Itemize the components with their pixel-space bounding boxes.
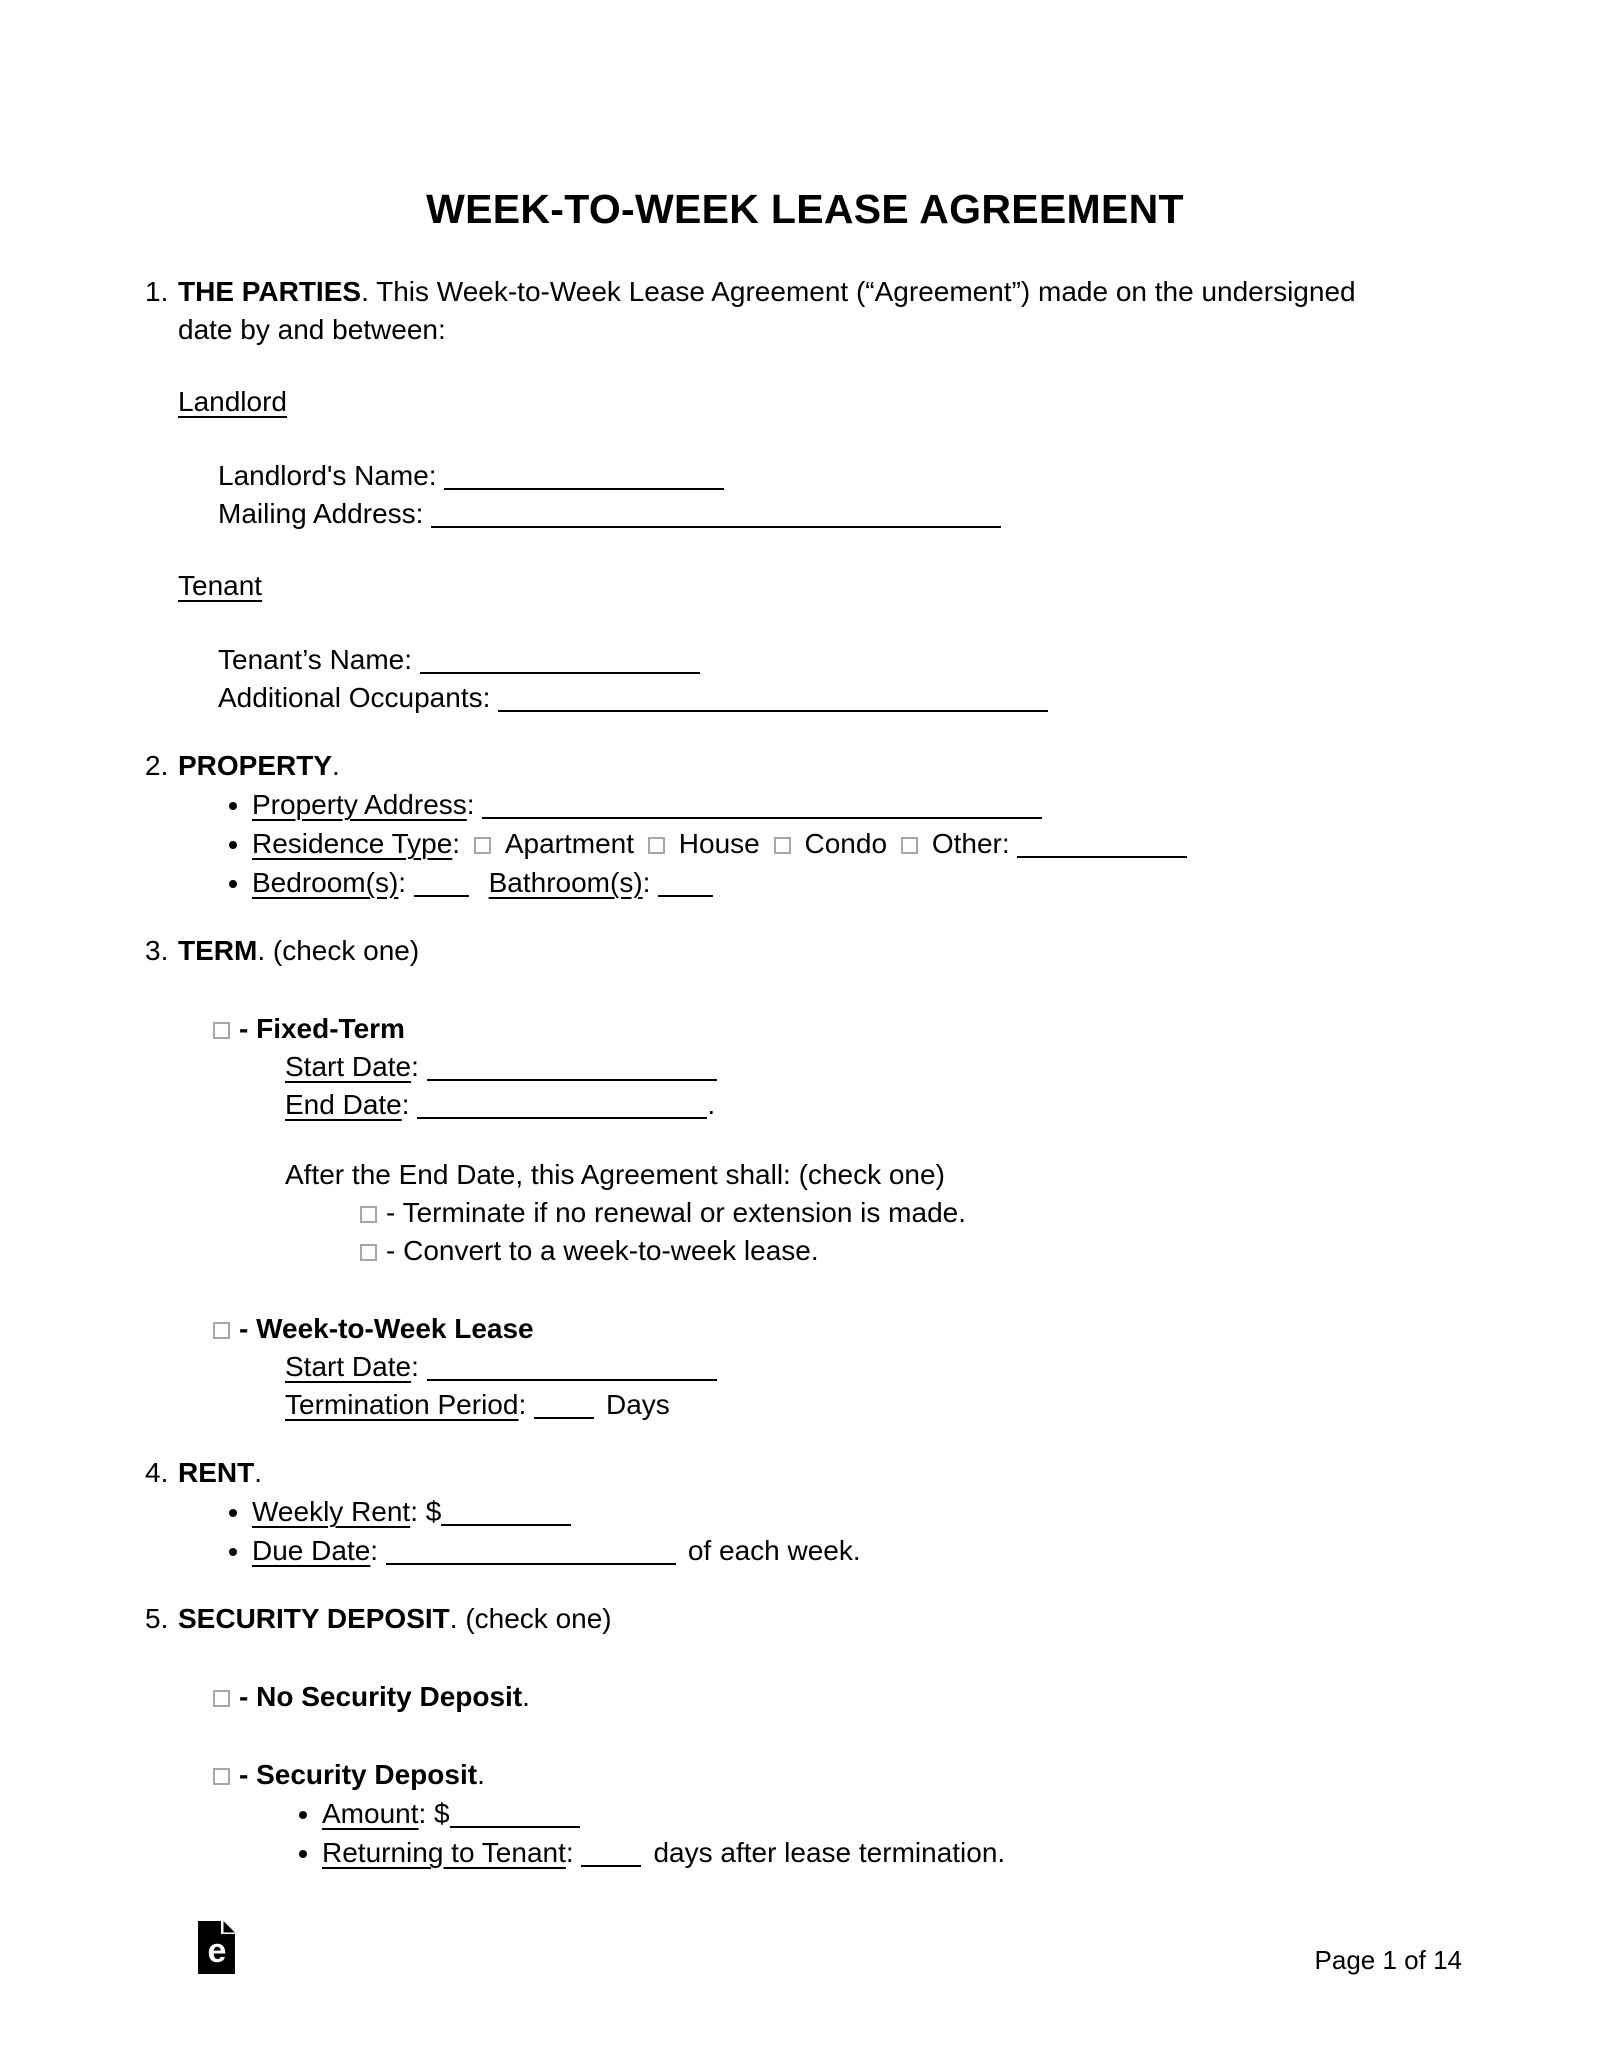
terminate-option-label: - Terminate if no renewal or extension is made. (386, 1197, 966, 1228)
weekly-start-label: Start Date (285, 1351, 412, 1382)
weekly-rent-label: Weekly Rent (252, 1496, 411, 1527)
colon: : (401, 1089, 410, 1120)
logo-letter: e (207, 1932, 227, 1970)
after-end-options (360, 1194, 1465, 1270)
fixed-start-label: Start Date (285, 1051, 412, 1082)
property-heading-suffix: . (332, 750, 340, 781)
landlord-address-blank[interactable] (431, 504, 1001, 528)
property-address-label: Property Address (252, 789, 467, 820)
deposit-label: - Security Deposit (239, 1759, 478, 1790)
due-date-item (252, 1531, 1465, 1570)
page-number: Page 1 of 14 (1314, 1945, 1462, 1975)
rent-heading: RENT (178, 1457, 255, 1488)
deposit-amount-blank[interactable] (450, 1804, 580, 1828)
property-address-blank[interactable] (482, 795, 1042, 819)
deposit-return-label: Returning to Tenant (322, 1837, 566, 1868)
parties-intro (178, 273, 1378, 349)
document-page-icon (198, 1921, 235, 1974)
no-deposit-row (213, 1678, 1465, 1716)
rent-heading-suffix: . (254, 1457, 263, 1488)
property-heading-row (178, 747, 1465, 785)
colon-dollar: : $ (418, 1798, 450, 1829)
no-deposit-label: - No Security Deposit (239, 1681, 523, 1712)
terminate-checkbox[interactable] (360, 1206, 377, 1223)
bathrooms-label: Bathroom(s) (488, 867, 643, 898)
convert-option-row (360, 1232, 1465, 1270)
colon: : (370, 1535, 379, 1566)
fixed-term-row (213, 1010, 1465, 1048)
term-heading-suffix: . (check one) (257, 935, 420, 966)
section-number: 2. (145, 750, 169, 781)
section-number: 1. (145, 276, 169, 307)
deposit-amount-item (322, 1794, 1465, 1833)
deposit-heading-suffix: . (check one) (449, 1603, 612, 1634)
colon: : (398, 867, 407, 898)
deposit-heading-row (178, 1600, 1465, 1638)
property-list (178, 785, 1465, 902)
deposit-heading: SECURITY DEPOSIT (178, 1603, 450, 1634)
due-date-suffix: of each week. (687, 1535, 861, 1566)
section-property (145, 747, 1465, 902)
other-checkbox[interactable] (901, 837, 918, 854)
deposit-row (213, 1756, 1465, 1794)
tenant-fields (218, 641, 1465, 717)
period: . (477, 1759, 485, 1790)
deposit-block (213, 1756, 1465, 1872)
colon: : (452, 828, 461, 859)
bed-bath-item (252, 863, 1465, 902)
section-number: 3. (145, 935, 169, 966)
deposit-amount-label: Amount (322, 1798, 419, 1829)
deposit-return-suffix: days after lease termination. (653, 1837, 1006, 1868)
landlord-address-label: Mailing Address: (218, 498, 424, 529)
colon: : (411, 1351, 419, 1382)
rent-list (178, 1492, 1465, 1570)
term-heading: TERM (178, 935, 258, 966)
fixed-start-row (285, 1048, 1465, 1086)
colon: : (565, 1837, 574, 1868)
terminate-option-row (360, 1194, 1465, 1232)
landlord-name-label: Landlord's Name: (218, 460, 437, 491)
weekly-start-blank[interactable] (427, 1357, 717, 1381)
tenant-occupants-row (218, 679, 1465, 717)
eforms-logo (198, 1921, 235, 1974)
house-option-label: House (678, 828, 760, 859)
term-heading-row (178, 932, 1465, 970)
tenant-occupants-blank[interactable] (498, 688, 1048, 712)
colon: : (411, 1051, 419, 1082)
termination-days-suffix: Days (606, 1389, 670, 1420)
property-address-item (252, 785, 1465, 824)
no-deposit-checkbox[interactable] (213, 1690, 230, 1707)
apartment-option-label: Apartment (504, 828, 635, 859)
landlord-fields (218, 457, 1465, 533)
property-heading: PROPERTY (178, 750, 333, 781)
deposit-return-item (322, 1833, 1465, 1872)
termination-period-label: Termination Period (285, 1389, 519, 1420)
document-title: WEEK-TO-WEEK LEASE AGREEMENT (426, 186, 1184, 232)
section-parties (145, 273, 1465, 717)
period: . (522, 1681, 530, 1712)
other-option-label: Other: (931, 828, 1010, 859)
fixed-end-blank[interactable] (417, 1095, 707, 1119)
deposit-return-blank[interactable] (581, 1843, 641, 1867)
week-to-week-row (213, 1310, 1465, 1348)
other-blank[interactable] (1017, 834, 1187, 858)
week-to-week-block (213, 1310, 1465, 1424)
weekly-rent-item (252, 1492, 1465, 1531)
colon: : (466, 789, 475, 820)
fixed-term-checkbox[interactable] (213, 1022, 230, 1039)
parties-intro-text: . This Week-to-Week Lease Agreement (“Agreement”) made on the undersigned date by and between: (178, 276, 1356, 345)
fixed-end-row (285, 1086, 1465, 1124)
convert-checkbox[interactable] (360, 1244, 377, 1261)
colon-dollar: : $ (410, 1496, 442, 1527)
section-rent (145, 1454, 1465, 1570)
fixed-start-blank[interactable] (427, 1057, 717, 1081)
tenant-name-blank[interactable] (420, 650, 700, 674)
landlord-address-row (218, 495, 1465, 533)
no-deposit-block (213, 1678, 1465, 1716)
condo-checkbox[interactable] (774, 837, 791, 854)
tenant-subheading: Tenant (178, 570, 263, 601)
period: . (707, 1089, 716, 1120)
convert-option-label: - Convert to a week-to-week lease. (386, 1235, 819, 1266)
fixed-end-label: End Date (285, 1089, 402, 1120)
due-date-blank[interactable] (386, 1541, 676, 1565)
tenant-name-row (218, 641, 1465, 679)
parties-heading: THE PARTIES (178, 276, 362, 307)
bedrooms-label: Bedroom(s) (252, 867, 399, 898)
apartment-checkbox[interactable] (474, 837, 491, 854)
weekly-rent-blank[interactable] (441, 1502, 571, 1526)
week-to-week-label: - Week-to-Week Lease (239, 1313, 534, 1344)
deposit-list (213, 1794, 1465, 1872)
bedrooms-blank[interactable] (414, 873, 469, 897)
termination-period-row (285, 1386, 1465, 1424)
section-term (145, 932, 1465, 1424)
landlord-name-row (218, 457, 1465, 495)
fixed-term-label: - Fixed-Term (239, 1013, 405, 1044)
landlord-name-blank[interactable] (444, 466, 724, 490)
termination-period-blank[interactable] (534, 1395, 594, 1419)
section-security-deposit (145, 1600, 1465, 1872)
colon: : (518, 1389, 527, 1420)
residence-type-item (252, 824, 1465, 863)
condo-option-label: Condo (804, 828, 888, 859)
week-to-week-checkbox[interactable] (213, 1322, 230, 1339)
section-number: 5. (145, 1603, 169, 1634)
tenant-name-label: Tenant’s Name: (218, 644, 413, 675)
deposit-checkbox[interactable] (213, 1768, 230, 1785)
after-end-date-text: After the End Date, this Agreement shall: (check one) (285, 1159, 945, 1190)
landlord-subheading: Landlord (178, 386, 287, 417)
due-date-label: Due Date (252, 1535, 371, 1566)
house-checkbox[interactable] (648, 837, 665, 854)
residence-type-label: Residence Type (252, 828, 453, 859)
bathrooms-blank[interactable] (658, 873, 713, 897)
colon: : (642, 867, 651, 898)
tenant-occupants-label: Additional Occupants: (218, 682, 491, 713)
rent-heading-row (178, 1454, 1465, 1492)
fixed-term-block (213, 1010, 1465, 1270)
section-number: 4. (145, 1457, 169, 1488)
weekly-start-row (285, 1348, 1465, 1386)
